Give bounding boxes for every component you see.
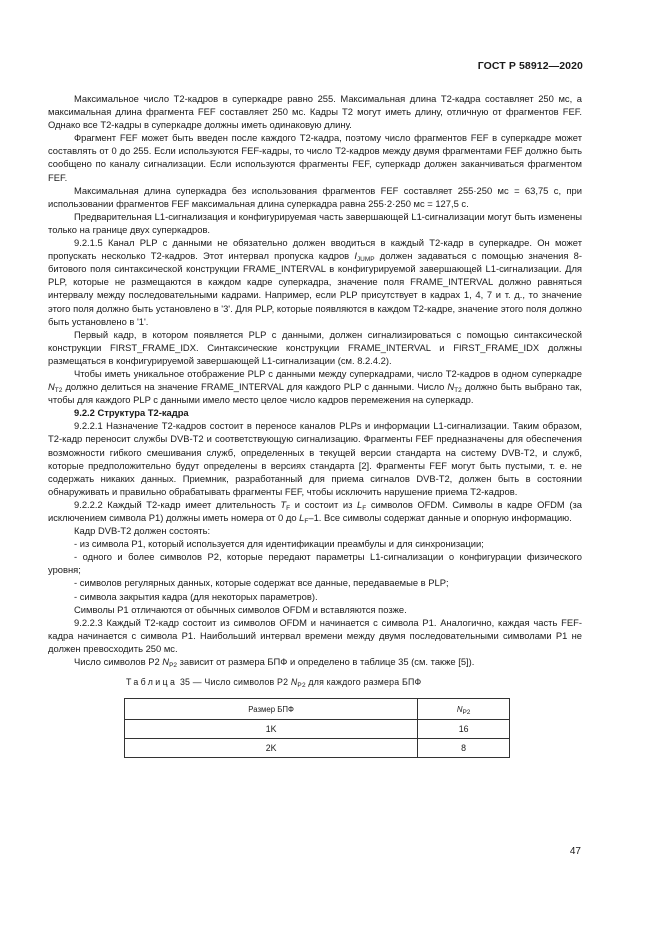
paragraph (48, 367, 582, 406)
text-run: Чтобы иметь уникальное отображение PLP с данными между суперкадрами, число T2-кадров в одном суперкадре (74, 367, 582, 379)
math-subscript: F (286, 504, 291, 512)
text-run: 9.2.2.2 Каждый T2-кадр имеет длительность (74, 498, 281, 510)
math-symbol: N (48, 381, 55, 393)
math-symbol: N (162, 656, 170, 668)
caption-text: 35 — Число символов P2 (177, 677, 291, 688)
table-cell-fft: 1K (125, 720, 418, 739)
paragraph: Символы P1 отличаются от обычных символов OFDM и вставляются позже. (74, 603, 407, 615)
table-cell-np2: 8 (418, 739, 510, 758)
paragraph: Первый кадр, в котором появляется PLP с данными, должен сигнализироваться с помощью синтаксической конструкции FIRST_FRAME_IDX. Синтаксические конструкции FRAME_INTERVAL и FIRST_FRAME_IDX должны размещаться в конфигурируемой завершающей L1-сигнализации (см. 8.2.4.2). (48, 328, 582, 366)
math-symbol: T (280, 498, 287, 510)
list-item: - символа закрытия кадра (для некоторых параметров). (74, 590, 318, 602)
math-symbol: N (290, 677, 298, 688)
text-run: и состоит из (290, 498, 358, 510)
math-symbol: I (354, 250, 357, 262)
paragraph: Фрагмент FEF может быть введен после каждого T2-кадра, поэтому число фрагментов FEF в суперкадре может составлять от 0 до 255. Если используются FEF-кадры, то число T2-кадров между двумя фрагментами FEF должно быть сообщено по каналу сигнализации. Если используются фрагменты FEF, суперкадр должен заканчиваться фрагментом FEF. (48, 132, 582, 183)
math-symbol: L (357, 498, 363, 510)
table-cell-np2: 16 (418, 720, 510, 739)
column-header-fft-size: Размер БПФ (125, 699, 418, 720)
caption-text: для каждого размера БПФ (305, 677, 422, 688)
paragraph (48, 655, 582, 668)
text-run: должен задаваться с помощью значения 8-битового поля синтаксической конструкции FRAME_INTERVAL в конфигурируемой завершающей L1-сигнализации. Для PLP, которые не размещаются в каждом кадре суперкадра, значение поля FRAME_INTERVAL должно равняться интервалу между последовательными кадрами. Например, если PLP присутствует в кадрах 1, 4, 7 и т. д., то значение этого поля должно быть установлено в '3'. Для PLP, которые появляются в каждом T2-кадре, значение этого поля должно быть установлено в '1'. (48, 250, 582, 327)
text-run: должно быть выбрано так, чтобы для каждого PLP с данными имело место целое число кадров перемежения на суперкадр. (48, 381, 582, 406)
math-subscript: P2 (462, 708, 471, 716)
fft-size-table (124, 698, 510, 758)
math-symbol: N (456, 704, 463, 714)
paragraph-9-2-1-5 (48, 236, 582, 328)
caption-label: Таблица (126, 677, 178, 688)
standard-header: ГОСТ Р 58912—2020 (477, 60, 583, 72)
table-row (125, 720, 510, 739)
math-subscript: P2 (169, 662, 178, 670)
text-run: зависит от размера БПФ и определено в таблице 35 (см. также [5]). (177, 656, 475, 668)
column-header-np2 (418, 699, 510, 720)
paragraph: Предварительная L1-сигнализация и конфигурируемая часть завершающей L1-сигнализации могут быть изменены только на границе двух суперкадров. (48, 210, 582, 235)
text-run: символов OFDM. Символы в кадре OFDM (за исключением символа P1) должны иметь номера от 0 до (48, 498, 582, 523)
text-run: 9.2.1.5 Канал PLP с данными не обязательно должен вводиться в каждый T2-кадр в суперкадре. Он может пропускать несколько T2-кадров. Этот интервал пропуска кадров (48, 237, 582, 262)
table-cell-fft: 2K (125, 739, 418, 758)
paragraph: 9.2.2.1 Назначение T2-кадров состоит в переносе каналов PLPs и информации L1-сигнализации. Таким образом, T2-кадр переносит службы DVB-T2 и соответствующую сигнализацию. Фрагменты FEF предназначены для обеспечения возможности гибкого смешивания служб, определенных в текущей версии стандарта на систему DVB-T2, и служб, которые предположительно будут определены в версиях стандарта [2]. Фрагменты FEF могут быть пустыми, т. е. не содержать никаких данных. Приемник, разработанный для приема сигналов DVB-T2, должен быть в состоянии обнаруживать и правильно обрабатывать фрагменты FEF, чтобы исключить нарушение приема T2-кадров. (48, 420, 582, 497)
table-caption (48, 676, 582, 689)
table-row (125, 739, 510, 758)
math-subscript: T2 (454, 387, 462, 395)
paragraph-9-2-2-3: 9.2.2.3 Каждый T2-кадр состоит из символов OFDM и начинается с символа P1. Аналогично, каждая часть FEF-кадра начинается с символа P1. Наибольший интервал времени между двумя последовательными символами P1 не должен превосходить 250 мс. (48, 616, 582, 654)
list-item: - из символа P1, который используется для идентификации преамбулы и для синхронизации; (74, 538, 484, 550)
math-subscript: P2 (297, 682, 306, 690)
paragraph-9-2-2-2 (48, 498, 582, 524)
document-body (48, 92, 582, 758)
text-run: Число символов P2 (74, 656, 163, 668)
math-subscript: T2 (54, 387, 63, 395)
list-item: - одного и более символов P2, которые передают параметры L1-сигнализации о конфигурации физического уровня; (48, 551, 582, 576)
math-symbol: L (299, 512, 305, 523)
table-header-row (125, 699, 510, 720)
text-run: должно делиться на значение FRAME_INTERVAL для каждого PLP с данными. Число (62, 381, 448, 393)
paragraph: Кадр DVB-T2 должен состоять: (74, 525, 211, 537)
math-subscript: F (362, 504, 367, 512)
math-subscript: JUMP (356, 256, 375, 264)
paragraph: Максимальное число T2-кадров в суперкадре равно 255. Максимальная длина T2-кадра составляет 250 мс, а максимальная длина фрагмента FEF составляет 250 мс. Кадры T2 могут иметь длину, отличную от фрагментов FEF. Однако все T2-кадры в суперкадре должны иметь одинаковую длину. (48, 93, 582, 131)
list-item: - символов регулярных данных, которые содержат все данные, передаваемые в PLP; (74, 577, 449, 589)
section-heading: 9.2.2 Структура T2-кадра (74, 407, 189, 419)
math-symbol: N (447, 381, 455, 393)
text-run: –1. Все символы содержат данные и опорную информацию. (308, 512, 572, 523)
page-number: 47 (569, 846, 581, 857)
math-subscript: F (304, 518, 309, 525)
paragraph: Максимальная длина суперкадра без использования фрагментов FEF составляет 255·250 мс = 63,75 с, при использовании фрагментов FEF максимальная длина суперкадра равна 255·2·250 мс = 127,5 с. (48, 184, 582, 209)
